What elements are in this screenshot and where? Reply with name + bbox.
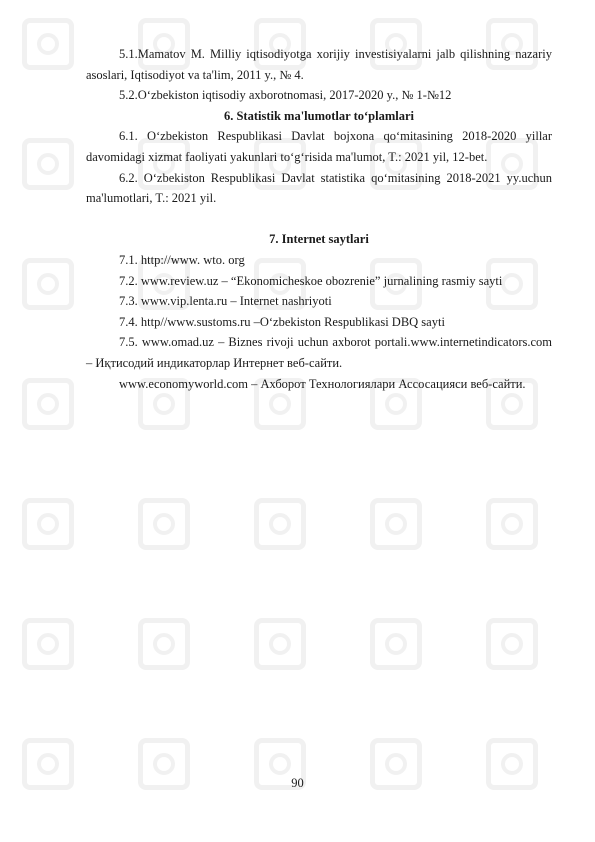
watermark-icon — [370, 618, 422, 670]
page-number: 90 — [291, 776, 304, 790]
section-7-heading: 7. Internet saytlari — [269, 232, 369, 247]
reference-7-2: 7.2. www.review.uz – “Ekonomicheskoe obozrenie” jurnalining rasmiy sayti — [119, 273, 503, 288]
watermark-icon — [22, 618, 74, 670]
reference-6-2: 6.2. O‘zbekiston Respublikasi Davlat statistika qo‘mitasining 2018-2021 yy.uchun ma'lumotlari, T.: 2021 yil. — [86, 170, 552, 206]
watermark-icon — [486, 498, 538, 550]
watermark-icon — [22, 378, 74, 430]
reference-economyworld: www.economyworld.com – Ахборот Технологиялари Ассосацияси веб-сайти. — [119, 376, 526, 391]
watermark-icon — [138, 498, 190, 550]
section-6-heading: 6. Statistik ma'lumotlar to‘plamlari — [223, 108, 415, 123]
watermark-icon — [22, 138, 74, 190]
watermark-icon — [486, 618, 538, 670]
reference-7-5: 7.5. www.omad.uz – Biznes rivoji uchun axborot portali.www.internetindicators.com – Иқтисодий индикаторлар Интернет веб-сайти. — [86, 335, 552, 370]
reference-7-3: 7.3. www.vip.lenta.ru – Internet nashriyoti — [119, 294, 332, 309]
reference-7-4: 7.4. http//www.sustoms.ru –O‘zbekiston Respublikasi DBQ sayti — [119, 314, 445, 329]
reference-5-2: 5.2.O‘zbekiston iqtisodiy axborotnomasi, 2017-2020 y., № 1-№12 — [119, 88, 452, 103]
reference-7-1: 7.1. http://www. wto. org — [119, 252, 245, 267]
watermark-icon — [254, 618, 306, 670]
watermark-icon — [370, 498, 422, 550]
watermark-icon — [22, 498, 74, 550]
spacer — [86, 209, 552, 230]
reference-5-1: 5.1.Mamatov M. Milliy iqtisodiyotga xorijiy investisiyalarni jalb qilishning nazariy asoslari, Iqtisodiyot va ta'lim, 2011 y., № 4. — [86, 47, 552, 82]
watermark-icon — [138, 618, 190, 670]
reference-list — [86, 44, 552, 394]
reference-6-1: 6.1. O‘zbekiston Respublikasi Davlat bojxona qo‘mitasining 2018-2020 yillar davomidagi xizmat faoliyati yakunlari to‘g‘risida ma'lumot, T.: 2021 yil, 12-bet. — [86, 129, 552, 164]
watermark-icon — [22, 18, 74, 70]
watermark-icon — [22, 258, 74, 310]
watermark-icon — [254, 498, 306, 550]
